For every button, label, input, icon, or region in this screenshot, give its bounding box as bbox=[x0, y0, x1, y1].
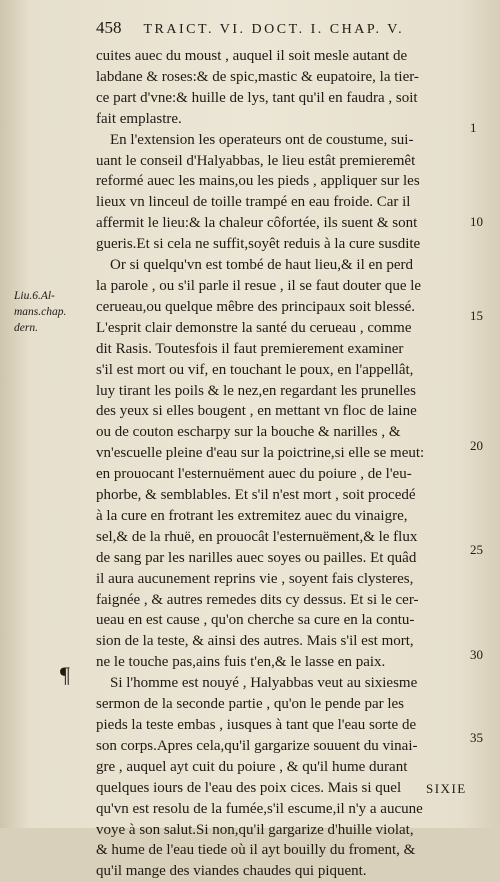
text-line: qu'il mange des viandes chaudes qui piquent. bbox=[96, 863, 367, 880]
margin-line-number: 30 bbox=[470, 647, 483, 662]
text-line: L'esprit clair demonstre la santé du cerueau , comme bbox=[96, 319, 412, 336]
catchword: SIXIE bbox=[426, 781, 467, 796]
text-line: reformé auec les mains,ou les pieds , appliquer sur les bbox=[96, 173, 420, 190]
page-header bbox=[96, 18, 460, 38]
text-line: Or si quelqu'vn est tombé de haut lieu,& il en perd bbox=[110, 257, 414, 274]
text-line: de sang par les narilles auec soyes ou pailles. Et quâd bbox=[96, 549, 417, 566]
margin-line-number: 35 bbox=[470, 730, 483, 745]
text-line: luy tirant les poils & le nez,en regardant les prunelles bbox=[96, 382, 416, 399]
text-line: à la cure en frotrant les extremitez auec du vinaigre, bbox=[96, 507, 408, 524]
text-line: sel,& de la rhuë, en prouocât l'esternuëment,& le flux bbox=[96, 528, 418, 545]
margin-line-number: 10 bbox=[470, 214, 483, 229]
text-line: gre , auquel ayt cuit du poiure , & qu'il hume durant bbox=[96, 758, 408, 775]
margin-line-number: 20 bbox=[470, 438, 483, 453]
margin-line-number: 25 bbox=[470, 542, 483, 557]
body-text bbox=[96, 46, 466, 882]
text-line: ce part d'vne:& huille de lys, tant qu'il en faudra , soit bbox=[96, 89, 418, 106]
text-line: la parole , ou s'il parle il resue , il se faut douter que le bbox=[96, 277, 422, 294]
text-line: des yeux si elles bougent , en mettant vn floc de laine bbox=[96, 403, 417, 420]
text-line: vn'escuelle pleine d'eau sur la poictrine,si elle se meut: bbox=[96, 445, 425, 462]
running-head: TRAICT. VI. DOCT. I. CHAP. V. bbox=[143, 22, 405, 37]
text-line: Si l'homme est nouyé , Halyabbas veut au sixiesme bbox=[110, 675, 418, 692]
text-line: ne le touche pas,ains fuis t'en,& le lasse en paix. bbox=[96, 654, 386, 671]
text-line: cuites auec du moust , auquel il soit mesle autant de bbox=[96, 48, 408, 64]
text-line: labdane & roses:& de spic,mastic & eupatoire, la tier- bbox=[96, 68, 419, 85]
text-line: dit Rasis. Toutesfois il faut premierement examiner bbox=[96, 340, 404, 357]
text-line: phorbe, & semblables. Et s'il n'est mort , soit procedé bbox=[96, 487, 416, 504]
text-line: pieds la teste embas , iusques à tant que l'eau sorte de bbox=[96, 717, 417, 733]
margin-note bbox=[14, 288, 94, 336]
text-line: sion de la teste, & ainsi des autres. Mais s'il est mort, bbox=[96, 633, 414, 650]
text-line: cerueau,ou quelque mêbre des principaux soit blessé. bbox=[96, 298, 416, 315]
text-line: ou de couton escharpy sur la bouche & narilles , & bbox=[96, 424, 401, 441]
margin-line-number: 15 bbox=[470, 308, 483, 323]
text-line: qu'vn est resolu de la fumée,s'il escume,il n'y a aucune bbox=[96, 800, 423, 817]
text-line: uant le conseil d'Halyabbas, le lieu estât premieremêt bbox=[96, 152, 416, 169]
paragraph-mark: ¶ bbox=[60, 662, 70, 687]
text-line: ueau en est cause , qu'on cherche sa cure en la contu- bbox=[96, 612, 415, 629]
text-line: en prouocant l'esternuëment auec du poiure , de l'eu- bbox=[96, 466, 412, 483]
text-line: fait emplastre. bbox=[96, 110, 182, 127]
margin-line-number: 1 bbox=[470, 120, 477, 135]
margin-note-line: Liu.6.Al- bbox=[14, 290, 55, 302]
text-line: En l'extension les operateurs ont de coustume, sui- bbox=[110, 131, 414, 148]
text-line: faignée , & autres remedes dits cy dessus. Et si le cer- bbox=[96, 591, 419, 608]
text-line: quelques iours de l'eau des poix cices. Mais si quel bbox=[96, 779, 402, 796]
text-line: son corps.Apres cela,qu'il gargarize souuent du vinai- bbox=[96, 737, 418, 754]
margin-note-line: mans.chap. bbox=[14, 306, 67, 318]
text-line: voye à son salut.Si non,qu'il gargarize d'huille violat, bbox=[96, 821, 414, 838]
text-line: il aura aucunement reprins vie , soyent fais clysteres, bbox=[96, 570, 414, 587]
page-number: 458 bbox=[96, 18, 122, 37]
text-line: affermit le lieu:& la chaleur côfortée, ils suent & sont bbox=[96, 215, 418, 232]
text-line: & hume de l'eau tiede où il ayt bouilly du froment, & bbox=[96, 842, 416, 859]
text-line: lieux vn linceul de toille trampé en eau froide. Car il bbox=[96, 194, 411, 211]
margin-note-line: dern. bbox=[14, 322, 38, 334]
text-line: s'il est mort ou vif, en touchant le poux, en l'appellât, bbox=[96, 361, 414, 378]
text-line: sermon de la seconde partie , qu'on le pende par les bbox=[96, 696, 405, 713]
text-line: gueris.Et si cela ne suffit,soyêt reduis à la cure susdite bbox=[96, 236, 421, 253]
